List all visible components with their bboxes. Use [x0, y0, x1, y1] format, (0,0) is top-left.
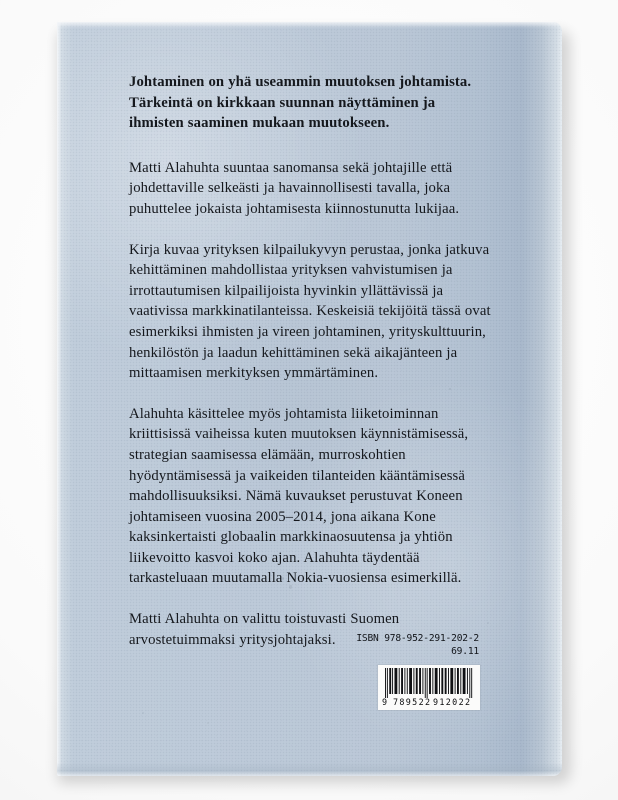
barcode-digits: [378, 697, 480, 708]
book-bottom-edge: [57, 762, 562, 776]
ean13-barcode: [378, 665, 480, 710]
classification-code: 69.11: [451, 645, 479, 657]
book-fore-edge: [57, 22, 61, 776]
barcode-left-group: 789522: [393, 697, 432, 707]
cover-speck: [207, 722, 209, 724]
barcode-lead-digit: 9: [382, 697, 388, 707]
book-top-edge: [57, 22, 562, 28]
blurb-paragraph-description: Kirja kuvaa yrityksen kilpailukyvyn perustaa, jonka jatkuva kehittäminen mahdollistaa yrityksen vahvistumisen ja irrottautumisen kilpailijoista hyvinkin yllättävissä ja vaativissa markkinatilanteissa. Keskeisiä tekijöitä tässä ovat esimerkiksi ihmisten ja vireen johtaminen, yrityskulttuurin, henkilöstön ja laadun kehittäminen sekä aikajänteen ja mittaamisen merkityksen ymmärtäminen.: [129, 241, 491, 382]
imprint-block: [356, 633, 479, 658]
blurb-paragraph-author: Matti Alahuhta suuntaa sanomansa sekä johtajille että johdettaville selkeästi ja havainnollisesti tavalla, joka puhuttelee jokaista johtamisesta kiinnostunutta lukijaa.: [129, 159, 460, 217]
barcode-right-group: 912022: [433, 697, 472, 707]
blurb-paragraph-accolade: Matti Alahuhta on valittu toistuvasti Suomen arvostetuimmaksi yritysjohtajaksi.: [129, 611, 400, 648]
barcode-bars: [385, 668, 475, 698]
blurb-paragraph-lede: Johtaminen on yhä useammin muutoksen johtamista. Tärkeintä on kirkkaan suunnan näyttäminen ja ihmisten saaminen mukaan muutokseen.: [129, 74, 472, 132]
back-cover-copy: [129, 72, 492, 650]
isbn-number: ISBN 978-952-291-202-2: [356, 633, 479, 644]
cover-speck: [142, 712, 144, 714]
book-back-cover: [57, 22, 562, 776]
blurb-paragraph-phases: Alahuhta käsittelee myös johtamista liiketoiminnan kriittisissä vaiheissa kuten muutoksen käynnistämisessä, strategian saamisessa elämään, murroskohtien hyödyntämisessä ja vaikeiden tilanteiden kääntämisessä mahdollisuuksiksi. Nämä kuvaukset perustuvat Koneen johtamiseen vuosina 2005–2014, jona aikana Kone kaksinkertaisti globaalin markkinaosuutensa ja yhtiön liikevoitto kasvoi koko ajan. Alahuhta täydentää tarkasteluaan muutamalla Nokia-vuosiensa esimerkillä.: [129, 405, 469, 587]
